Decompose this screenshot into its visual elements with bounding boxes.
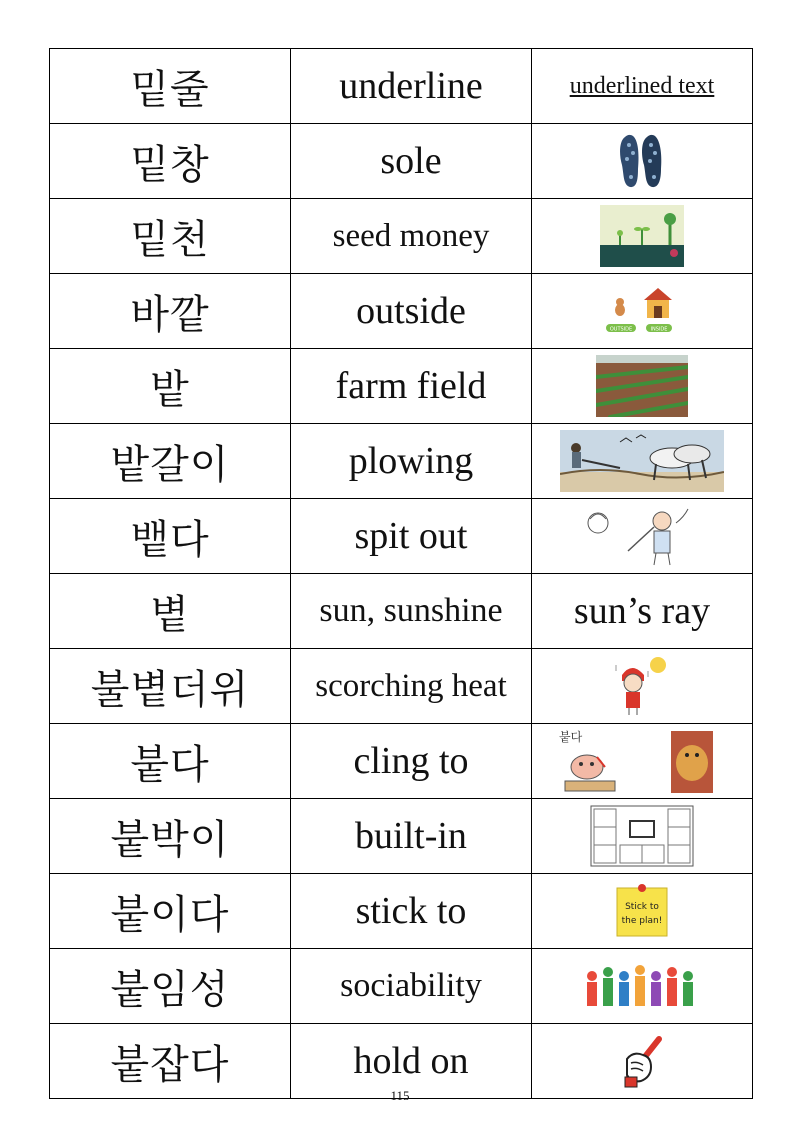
illustration-cell: [532, 124, 753, 199]
english-meaning: cling to: [291, 724, 532, 799]
table-row: [50, 499, 753, 574]
illustration-cell: [532, 499, 753, 574]
english-meaning: outside: [291, 274, 532, 349]
korean-word: 밭갈이: [50, 424, 291, 499]
illustration-cell: [532, 424, 753, 499]
outside-label: OUTSIDE: [609, 326, 633, 333]
illustration-cell: [532, 574, 753, 649]
illustration-cell: [532, 949, 753, 1024]
illustration-cell: [532, 649, 753, 724]
vocabulary-table: [49, 48, 753, 1099]
table-row: [50, 349, 753, 424]
table-row: [50, 424, 753, 499]
clinging-cartoon-icon: [557, 727, 727, 795]
fist-holding-crayon-icon: [617, 1033, 667, 1089]
korean-word: 밑천: [50, 199, 291, 274]
korean-word: 붙다: [50, 724, 291, 799]
shoe-soles-icon: [617, 131, 667, 191]
farm-field-photo: [596, 355, 688, 417]
english-meaning: hold on: [291, 1024, 532, 1099]
english-meaning: underline: [291, 49, 532, 124]
table-row: [50, 274, 753, 349]
table-row: [50, 724, 753, 799]
korean-word: 붙박이: [50, 799, 291, 874]
korean-word: 볕: [50, 574, 291, 649]
growing-plants-icon: [600, 205, 684, 267]
built-in-cabinet-icon: [590, 805, 694, 867]
english-meaning: sociability: [291, 949, 532, 1024]
korean-word: 붙임성: [50, 949, 291, 1024]
note-line-1: Stick to: [625, 902, 659, 912]
table-row: [50, 799, 753, 874]
korean-word: 밭: [50, 349, 291, 424]
sticky-note-icon: [614, 882, 670, 940]
table-row: [50, 574, 753, 649]
table-row: [50, 199, 753, 274]
crowd-people-icon: [582, 962, 702, 1010]
illustration-cell: [532, 874, 753, 949]
korean-word: 붙이다: [50, 874, 291, 949]
korean-word: 뱉다: [50, 499, 291, 574]
inside-label: INSIDE: [650, 326, 668, 333]
english-meaning: plowing: [291, 424, 532, 499]
korean-word: 밑창: [50, 124, 291, 199]
table-row: [50, 874, 753, 949]
illustration-cell: [532, 49, 753, 124]
note-line-2: the plan!: [621, 916, 663, 926]
english-meaning: farm field: [291, 349, 532, 424]
horse-plowing-icon: [560, 430, 724, 492]
english-meaning: sun, sunshine: [291, 574, 532, 649]
sun-ray-text: sun’s ray: [573, 590, 711, 632]
english-meaning: sole: [291, 124, 532, 199]
sweating-girl-icon: [612, 655, 672, 717]
table-row: [50, 49, 753, 124]
illustration-cell: [532, 724, 753, 799]
illustration-cell: [532, 349, 753, 424]
underlined-text-example: underlined text: [569, 72, 715, 99]
english-meaning: stick to: [291, 874, 532, 949]
english-meaning: scorching heat: [291, 649, 532, 724]
korean-word: 붙잡다: [50, 1024, 291, 1099]
korean-word: 밑줄: [50, 49, 291, 124]
table-row: [50, 124, 753, 199]
illustration-cell: [532, 799, 753, 874]
outside-inside-doghouse-icon: [602, 286, 682, 336]
table-row: [50, 949, 753, 1024]
english-meaning: seed money: [291, 199, 532, 274]
english-meaning: spit out: [291, 499, 532, 574]
illustration-cell: [532, 274, 753, 349]
page-number: 115: [390, 1088, 410, 1103]
english-meaning: built-in: [291, 799, 532, 874]
spitting-cartoon-icon: [584, 505, 700, 567]
cling-caption: 붙다: [559, 730, 583, 744]
table-row: [50, 649, 753, 724]
korean-word: 불볕더위: [50, 649, 291, 724]
korean-word: 바깥: [50, 274, 291, 349]
illustration-cell: [532, 199, 753, 274]
